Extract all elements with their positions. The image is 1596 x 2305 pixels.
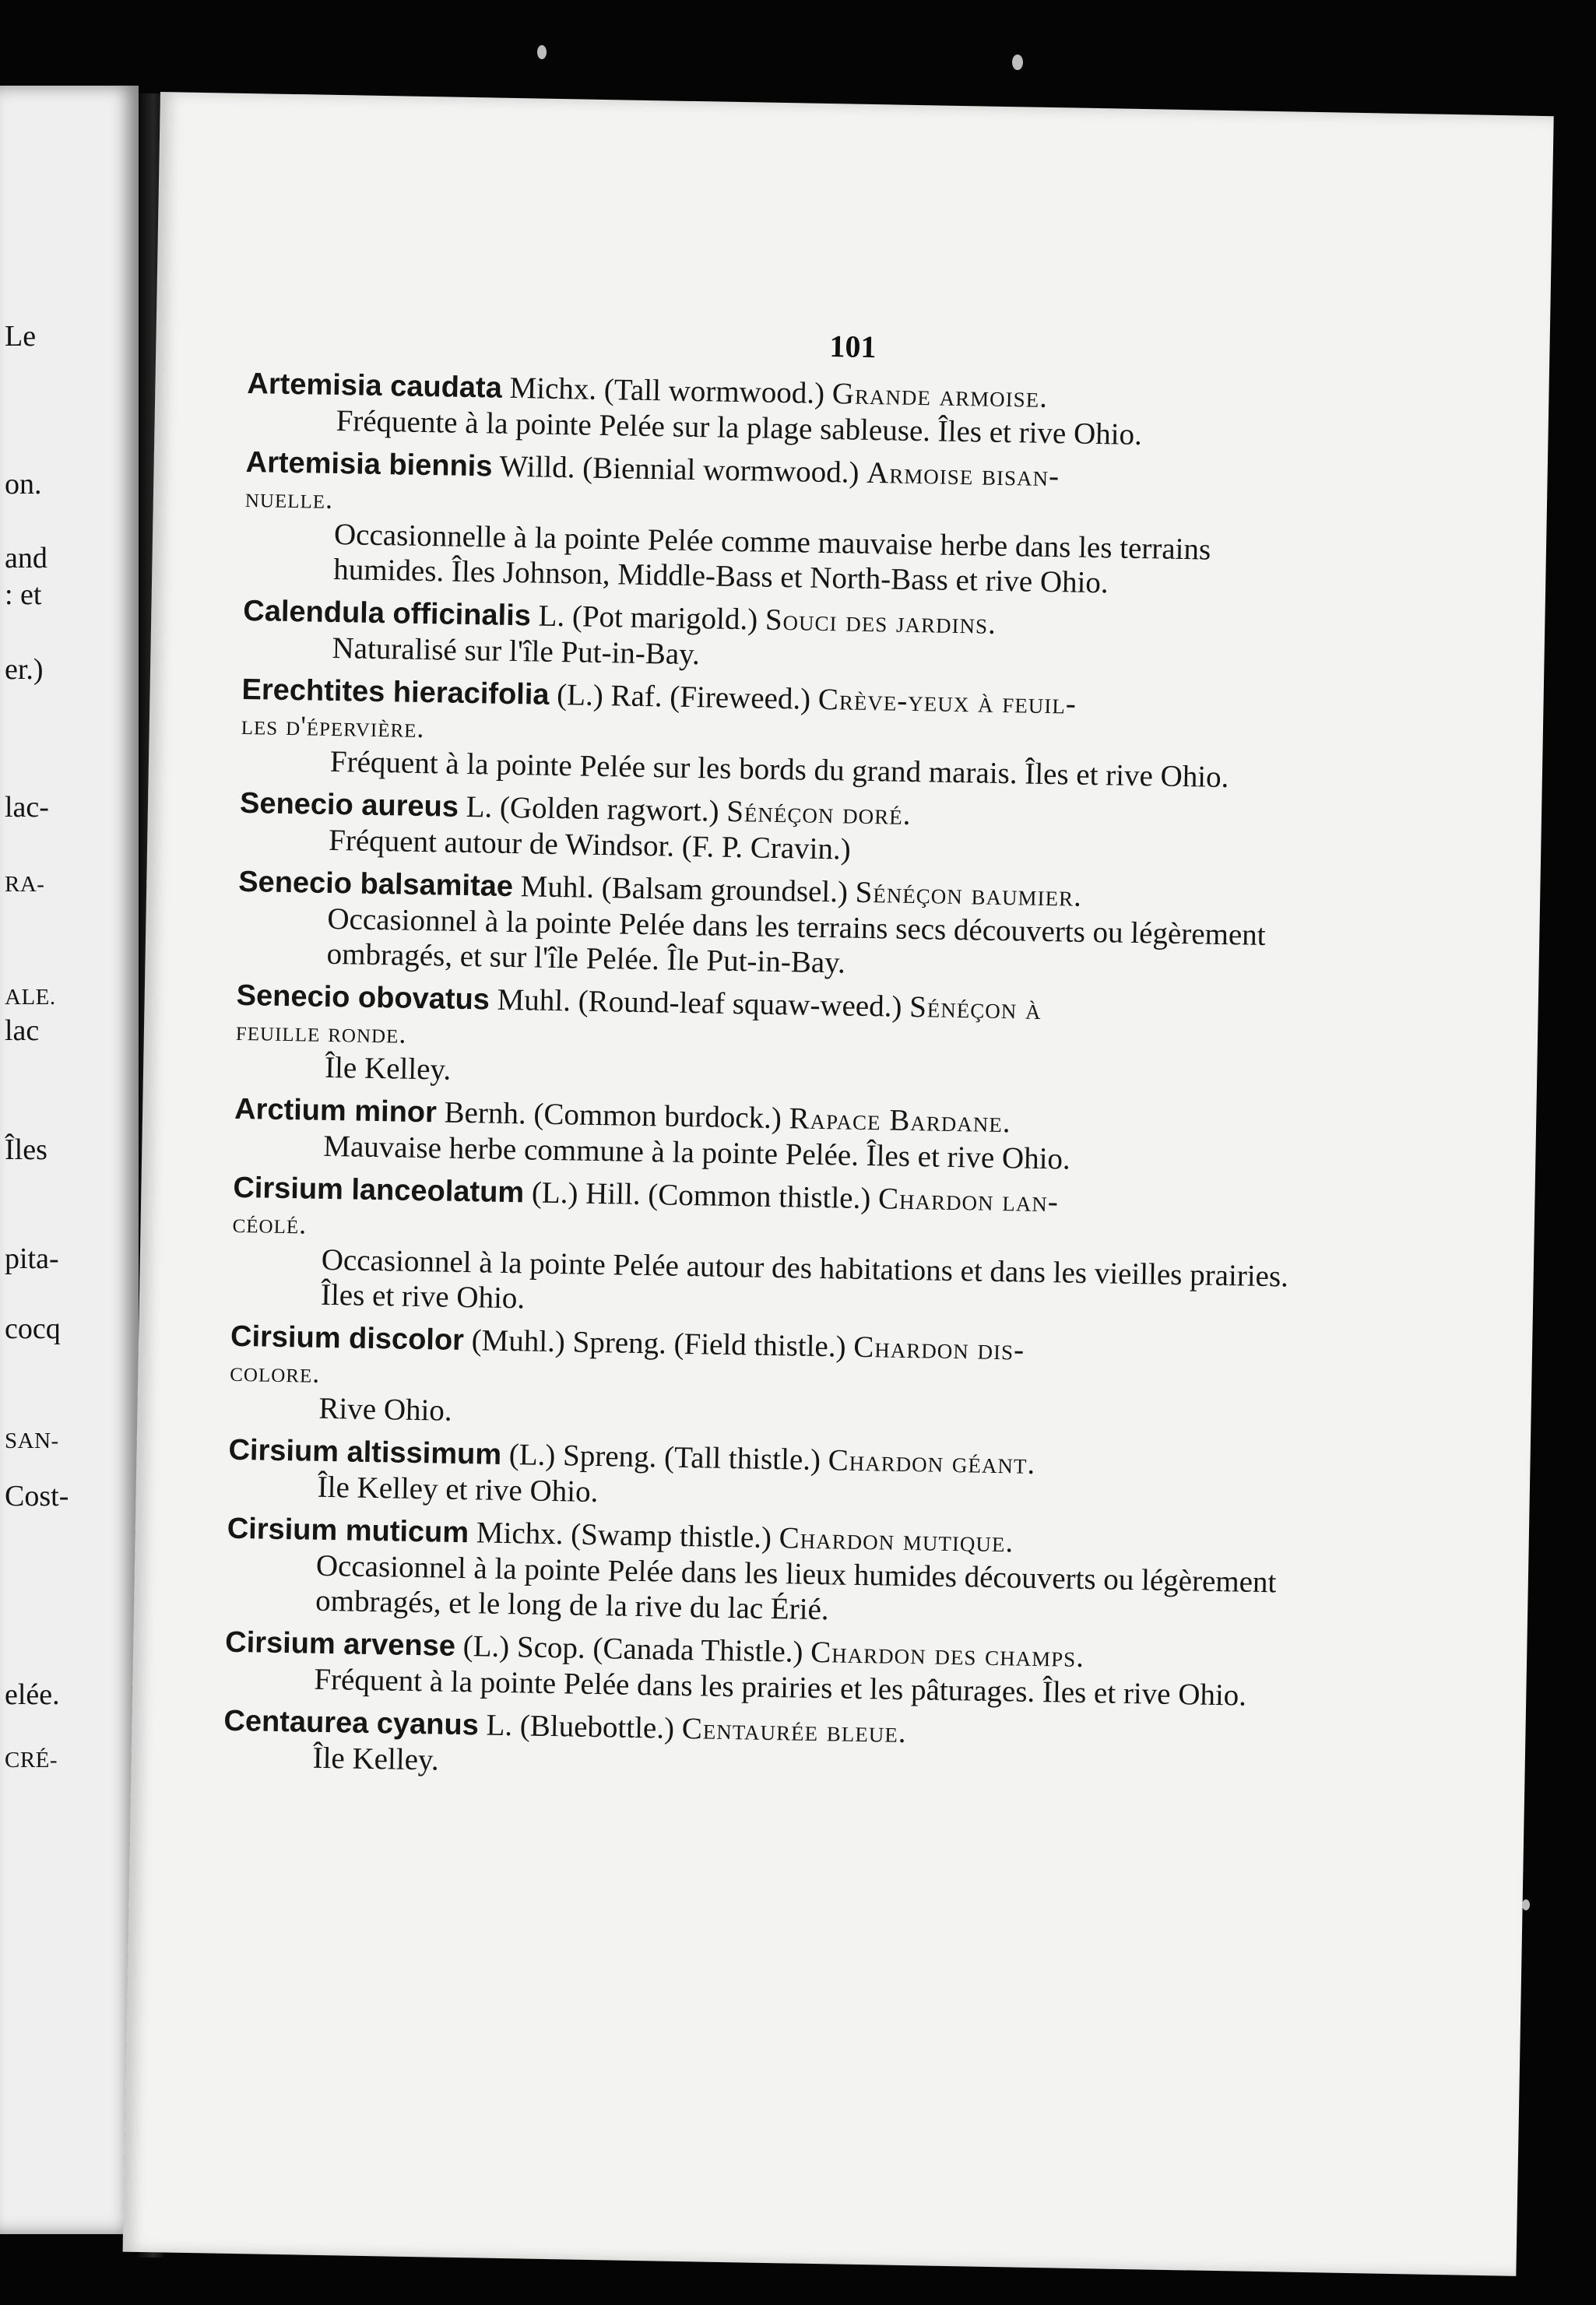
left-page-fragment: pita- [5,1242,59,1275]
species-author: L. [486,1708,513,1743]
species-name: Artemisia biennis [245,445,493,483]
species-entry [226,1511,1302,1636]
species-name: Cirsium altissimum [228,1433,502,1471]
species-name: Artemisia caudata [247,367,503,405]
species-entry [229,1319,1305,1443]
species-name: Cirsium arvense [224,1625,456,1663]
common-name-english: (Fireweed.) [669,680,811,716]
common-name-english: (Tall wormwood.) [603,373,825,410]
species-name: Centaurea cyanus [223,1704,480,1742]
species-list [223,366,1322,1801]
species-entry [244,444,1320,604]
species-author: (L.) Scop. [462,1629,586,1665]
left-page-fragment: SAN- [5,1428,59,1453]
species-author: (Muhl.) Spreng. [471,1323,667,1361]
entry-description: Île Kelley. [324,1050,452,1087]
french-name-continuation: nuelle. [244,481,334,515]
scan-speck [537,45,547,59]
species-entry [231,1170,1308,1330]
left-page-fragment: Le [5,320,37,353]
left-page-fragment: lac [5,1014,40,1047]
common-name-french: Chardon dis- [852,1330,1025,1367]
species-author: L. [466,789,493,824]
entry-description: Île Kelley et rive Ohio. [317,1470,599,1509]
common-name-english: (Canada Thistle.) [592,1632,803,1669]
left-page-fragment: and [5,542,47,574]
species-author: Michx. [509,371,597,406]
species-entry [242,593,1317,683]
left-page-fragment: ALE. [5,985,56,1010]
entry-description: Fréquent à la pointe Pelée dans les prairies et les pâturages. Îles et rive Ohio. [314,1662,1247,1713]
species-entry [224,1625,1299,1714]
common-name-french: Crève-yeux à feuil- [817,682,1077,721]
entry-description: Mauvaise herbe commune à la pointe Pelée. Îles et rive Ohio. [323,1129,1071,1176]
common-name-french: Chardon géant. [828,1443,1036,1481]
common-name-english: (Common burdock.) [533,1097,782,1136]
french-name-continuation: les d'épervière. [241,708,425,744]
entry-description: Occasionnel à la pointe Pelée autour des habitations et dans les vieilles prairies. Îles et rive Ohio. [320,1242,1289,1316]
species-entry [246,366,1321,455]
left-page-fragment: elée. [5,1678,60,1711]
species-entry [241,672,1317,796]
left-page-fragment: : et [5,578,42,611]
common-name-french: Souci des jardins. [765,603,997,641]
common-name-english: (Bluebottle.) [519,1709,675,1745]
common-name-french: Sénéçon doré. [726,794,912,831]
common-name-french: Chardon mutique. [779,1521,1014,1559]
common-name-english: (Common thistle.) [647,1178,871,1216]
species-entry [235,978,1311,1102]
left-page [0,86,139,2234]
species-entry [227,1432,1302,1522]
species-entry [237,864,1313,989]
left-page-fragment: cocq [5,1312,61,1345]
french-name-continuation: céolé. [232,1207,308,1240]
common-name-french: Armoise bisan- [866,455,1060,494]
species-entry [234,1091,1309,1181]
species-name: Calendula officinalis [243,594,532,633]
common-name-english: (Round-leaf squaw-weed.) [578,984,902,1024]
left-page-fragment: er.) [5,653,44,686]
left-page-fragment: lac- [5,791,49,824]
species-author: (L.) Spreng. [508,1438,657,1474]
entry-description: Rive Ohio. [318,1391,453,1428]
left-page-fragment: RA- [5,872,45,897]
species-name: Senecio obovatus [236,979,490,1017]
common-name-french: Sénéçon baumier. [855,875,1083,913]
left-page-fragment: Cost- [5,1480,69,1513]
species-author: Willd. [499,449,575,485]
french-name-continuation: feuille ronde. [235,1014,407,1049]
species-entry [223,1703,1298,1793]
common-name-english: (Balsam groundsel.) [601,871,849,909]
species-author: L. [538,599,565,634]
entry-description: Occasionnel à la pointe Pelée dans les terrains secs découverts ou légèrement ombragés, et sur l'île Pelée. Île Put-in-Bay. [326,901,1266,980]
entry-description: Fréquent à la pointe Pelée sur les bords du grand marais. Îles et rive Ohio. [329,744,1229,795]
species-name: Senecio aureus [239,786,459,824]
left-page-fragment: Îles [5,1133,47,1166]
common-name-english: (Tall thistle.) [663,1440,821,1478]
right-page [123,92,1554,2276]
common-name-french: Sénéçon à [909,989,1042,1026]
species-author: Muhl. [520,870,595,905]
species-author: (L.) Hill. [531,1175,641,1211]
species-entry [239,785,1314,875]
common-name-english: (Field thistle.) [673,1326,846,1364]
species-name: Senecio balsamitae [237,865,514,904]
entry-description: Naturalisé sur l'île Put-in-Bay. [332,631,701,672]
entry-description: Fréquent autour de Windsor. (F. P. Cravin.) [328,823,852,866]
species-author: Muhl. [497,982,571,1018]
entry-description: Occasionnelle à la pointe Pelée comme mauvaise herbe dans les terrains humides. Îles Johnson, Middle-Bass et North-Bass et rive Ohio. [332,517,1211,600]
common-name-french: Grande armoise. [831,377,1049,414]
entry-description: Île Kelley. [312,1741,440,1777]
common-name-french: Rapace Bardane. [789,1102,1011,1140]
entry-description: Occasionnel à la pointe Pelée dans les lieux humides découverts ou légèrement ombragés, et le long de la rive du lac Érié. [315,1548,1277,1627]
common-name-english: (Golden ragwort.) [499,790,719,828]
common-name-english: (Pot marigold.) [571,599,758,637]
common-name-english: (Biennial wormwood.) [582,451,860,490]
species-name: Erechtites hieracifolia [241,673,550,712]
species-author: Michx. [476,1516,564,1551]
common-name-french: Chardon lan- [877,1182,1060,1219]
species-author: Bernh. [444,1095,527,1131]
left-page-fragment: CRÉ- [5,1748,58,1773]
species-author: (L.) Raf. [556,678,663,714]
species-name: Cirsium muticum [227,1512,469,1550]
common-name-french: Centaurée bleue. [681,1712,907,1750]
species-name: Cirsium discolor [230,1319,465,1358]
scan-speck [1522,1899,1530,1910]
french-name-continuation: colore. [229,1355,321,1389]
common-name-french: Chardon des champs. [810,1635,1085,1674]
left-page-fragment: on. [5,468,42,501]
species-name: Cirsium lanceolatum [233,1171,525,1210]
species-name: Arctium minor [234,1092,438,1130]
entry-description: Fréquente à la pointe Pelée sur la plage sableuse. Îles et rive Ohio. [336,404,1143,452]
page-number: 101 [829,329,877,365]
common-name-english: (Swamp thistle.) [570,1517,772,1555]
scan-speck [1012,54,1023,70]
